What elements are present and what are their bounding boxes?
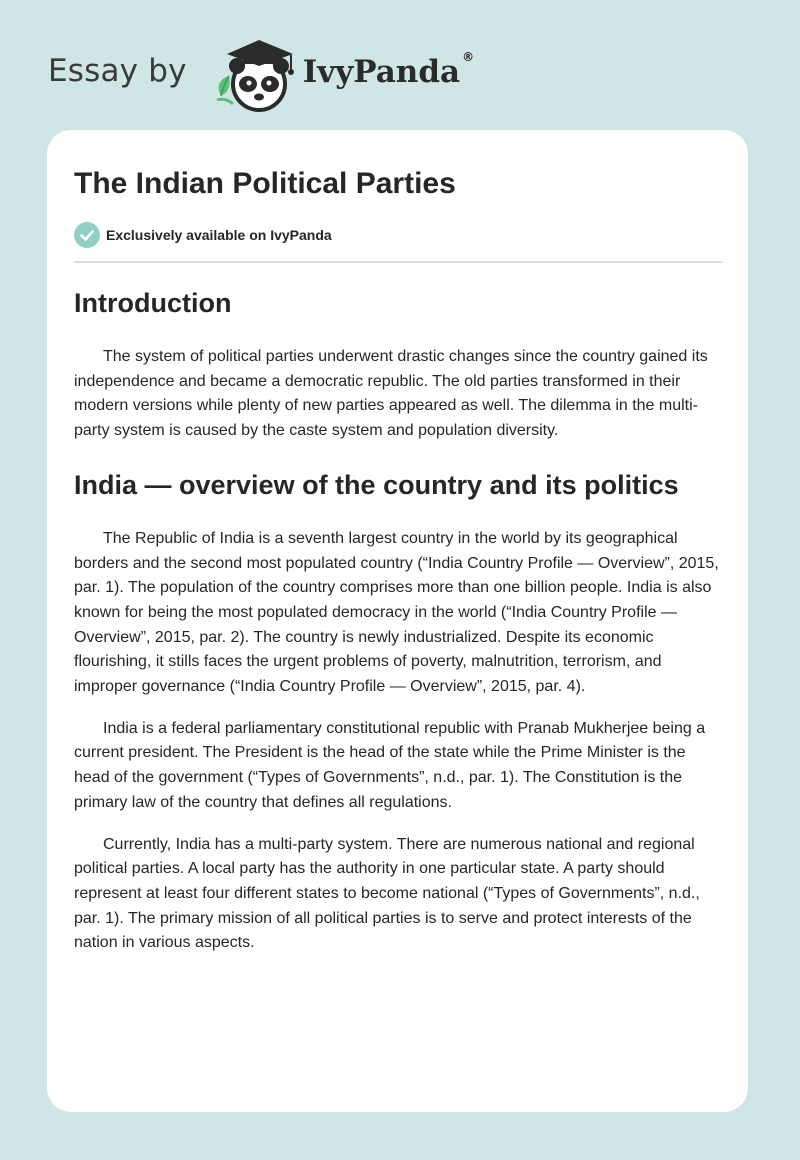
registered-mark: ®	[462, 50, 475, 64]
article-card	[47, 130, 748, 1112]
brand-prefix: Essay by	[48, 53, 187, 89]
brand-name: IvyPanda ®	[302, 50, 475, 90]
paragraph: Currently, India has a multi-party system. There are numerous national and regional political parties. A local party has the authority in one particular state. A party should represent at least four different states to become national (“Types of Governments”, n.d., par. 1). The primary mission of all political parties is to serve and protect interests of the nation in various aspects.	[74, 835, 700, 952]
title-divider	[74, 261, 723, 263]
paragraph: India is a federal parliamentary constitutional republic with Pranab Mukherjee being a current president. The President is the head of the state while the Prime Minister is the head of the government (“Types of Governments”, n.d., par. 1). The Constitution is the primary law of the country that defines all regulations.	[74, 719, 706, 811]
section-heading-overview: India — overview of the country and its politics	[74, 469, 679, 500]
paragraph: The Republic of India is a seventh largest country in the world by its geographical borders and the second most populated country (“India Country Profile — Overview”, 2015, par. 1). The population of the country comprises more than one billion people. India is also known for being the most populated democracy in the world (“India Country Profile — Overview”, 2015, par. 2). The country is newly industrialized. Despite its economic flourishing, it stills faces the urgent problems of poverty, malnutrition, terrorism, and improper governance (“India Country Profile — Overview”, 2015, par. 4).	[74, 529, 719, 696]
article-body	[74, 280, 723, 956]
brand-header[interactable]	[48, 34, 474, 114]
check-circle-icon	[74, 222, 100, 248]
panda-graduate-icon	[207, 34, 299, 114]
exclusive-badge	[74, 222, 332, 248]
section-heading-introduction: Introduction	[74, 288, 232, 318]
exclusive-badge-text: Exclusively available on IvyPanda	[106, 227, 332, 243]
article-title: The Indian Political Parties	[74, 167, 456, 200]
paragraph: The system of political parties underwent drastic changes since the country gained its independence and became a democratic republic. The old parties transformed in their modern versions while plenty of new parties appeared as well. The dilemma in the multi-party system is caused by the caste system and population diversity.	[74, 348, 708, 440]
